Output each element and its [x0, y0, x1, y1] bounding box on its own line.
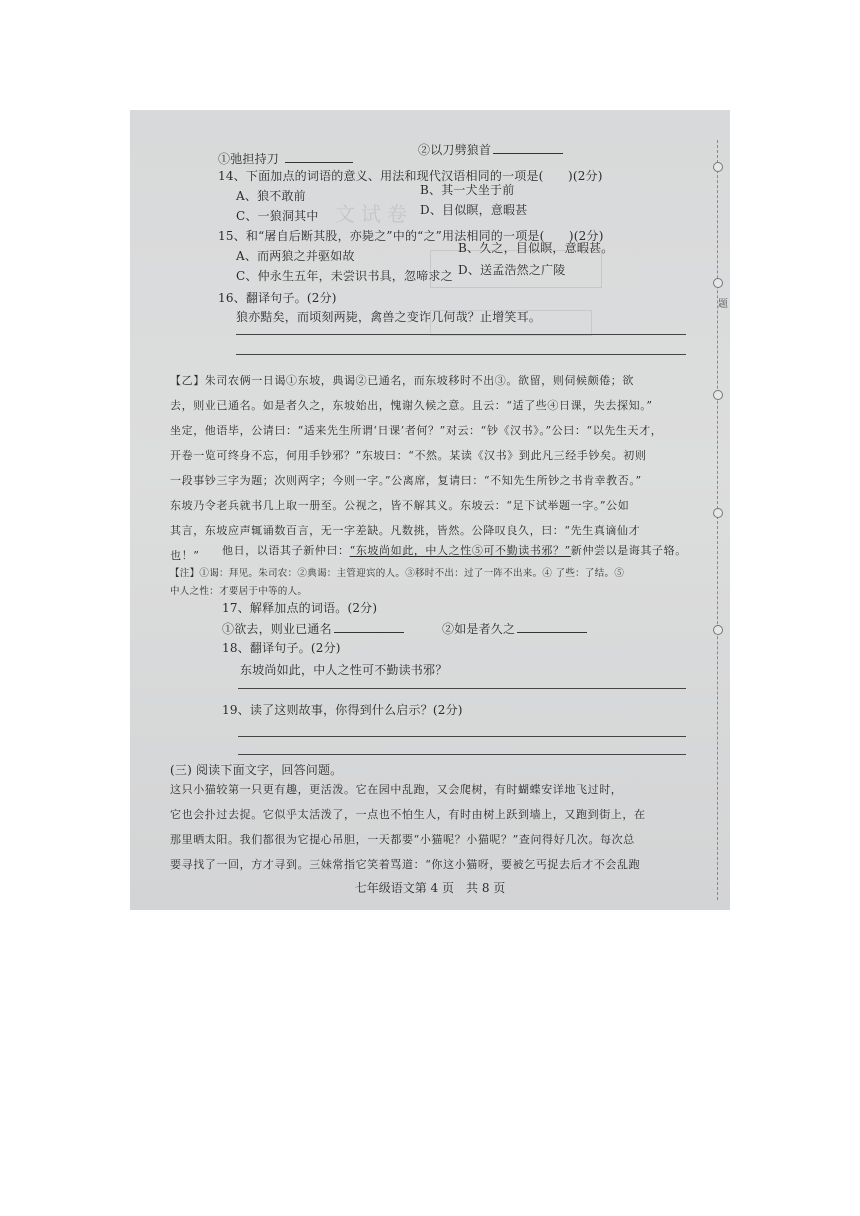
- punch-hole: [713, 625, 723, 635]
- passage-yi-line: 东坡乃令老兵就书几上取一册至。公视之，皆不解其义。东坡云：“足下试举题一字。”公如: [170, 499, 630, 512]
- punch-hole: [713, 278, 723, 288]
- q16-sentence: 狼亦黠矣，而顷刻两毙，禽兽之变诈几何哉？止增笑耳。: [236, 310, 542, 324]
- underlined-quote: “东坡尚如此，中人之性⑤可不勤读书邪？”: [349, 544, 571, 557]
- side-mark: 题: [718, 299, 728, 310]
- passage-yi-line: 去，则业已通名。如是者久之，东坡始出，愧谢久候之意。且云：“适了些④日课，失去探知。”: [170, 399, 653, 412]
- answer-blank[interactable]: [334, 620, 404, 633]
- passage-yi-last-line: 他日，以语其子新仲曰：“东坡尚如此，中人之性⑤可不勤读书邪？”新仲尝以是诲其子辂。: [222, 544, 687, 557]
- answer-blank[interactable]: [285, 150, 353, 163]
- passage-yi-line: 也！”: [170, 549, 200, 562]
- passage-yi-line: 一段事钞三字为题；次则两字；今则一字。”公离席，复请曰：“不知先生所钞之书肯幸教否。”: [170, 474, 642, 487]
- q13-item2: ②以刀劈狼首: [418, 141, 563, 158]
- passage-yi-line: 其言，东坡应声辄诵数百言，无一字差缺。凡数挑，皆然。公降叹良久，曰：“先生真谪仙才: [170, 524, 641, 537]
- binding-dashed-line: [717, 140, 718, 900]
- page-footer: 七年级语文第 4 页 共 8 页: [354, 881, 506, 895]
- answer-blank[interactable]: [493, 141, 563, 154]
- q14-option-b: B、其一犬坐于前: [420, 183, 515, 197]
- answer-line[interactable]: [236, 354, 686, 355]
- q19-stem: 19、读了这则故事，你得到什么启示？(2分): [222, 703, 463, 717]
- q17-item2: ②如是者久之: [442, 620, 587, 637]
- q17-stem: 17、解释加点的词语。(2分): [222, 601, 378, 615]
- q15-option-b: B、久之，目似瞑，意暇甚。: [458, 241, 614, 255]
- bleed-through-title: 文试卷: [335, 202, 413, 226]
- q15-option-d: D、送孟浩然之广陵: [458, 263, 566, 277]
- q16-stem: 16、翻译句子。(2分): [218, 291, 337, 305]
- q15-option-c: C、仲永生五年，未尝识书具，忽啼求之: [236, 269, 453, 283]
- q17-item1: ①欲去，则业已通名: [222, 620, 404, 637]
- section3-line: 要寻找了一回，方才寻到。三妹常指它笑着骂道：“你这小猫呀，要被乞丐捉去后才不会乱跑: [170, 858, 641, 871]
- passage-yi-line: 开卷一览可终身不忘，何用手钞邪？”东坡曰：“不然。某读《汉书》到此凡三经手钞矣。初则: [170, 449, 647, 462]
- passage-yi-note: 中人之性：才要居于中等的人。: [170, 586, 308, 597]
- answer-line[interactable]: [238, 688, 686, 689]
- section3-line: 这只小猫较第一只更有趣，更活泼。它在园中乱跑，又会爬树，有时蝴蝶安详地飞过时，: [170, 783, 623, 796]
- q14-stem: 14、下面加点的词语的意义、用法和现代汉语相同的一项是( )(2分): [218, 169, 603, 183]
- q15-stem: 15、和“屠自后断其股，亦毙之”中的“之”用法相同的一项是( )(2分): [218, 229, 604, 243]
- answer-line[interactable]: [238, 754, 686, 755]
- punch-hole: [713, 508, 723, 518]
- q14-option-c: C、一狼洞其中: [236, 209, 319, 223]
- answer-line[interactable]: [238, 736, 686, 737]
- scanned-exam-page: [130, 110, 730, 910]
- q18-stem: 18、翻译句子。(2分): [222, 641, 341, 655]
- passage-yi-note: 【注】①谒：拜见。朱司农：②典谒：主管迎宾的人。③移时不出：过了一阵不出来。④ 了些：了结。⑤: [170, 568, 625, 579]
- punch-hole: [713, 162, 723, 172]
- q13-item1: ①弛担持刀: [218, 150, 353, 167]
- q14-option-a: A、狼不敢前: [236, 189, 306, 203]
- section3-line: 那里晒太阳。我们都很为它提心吊胆，一天都要“小猫呢？小猫呢？”查问得好几次。每次总: [170, 833, 635, 846]
- section3-heading: (三) 阅读下面文字，回答问题。: [170, 763, 343, 777]
- passage-yi-line: 坐定，他语毕，公请曰：“适来先生所谓‘日课’者何？”对云：“钞《汉书》。”公曰：“以先生天才，: [170, 424, 663, 437]
- punch-hole: [713, 390, 723, 400]
- q18-sentence: 东坡尚如此，中人之性可不勤读书邪？: [240, 663, 448, 677]
- q15-option-a: A、而两狼之并驱如故: [236, 249, 355, 263]
- section3-line: 它也会扑过去捉。它似乎太活泼了，一点也不怕生人，有时由树上跃到墙上，又跑到街上，在: [170, 808, 646, 821]
- passage-yi-line: 【乙】朱司农俩一日谒①东坡，典谒②已通名，而东坡移时不出③。欲留，则伺候颇倦；欲: [170, 374, 634, 387]
- q14-option-d: D、目似瞑，意暇甚: [420, 203, 528, 217]
- answer-blank[interactable]: [517, 620, 587, 633]
- answer-line[interactable]: [236, 334, 686, 335]
